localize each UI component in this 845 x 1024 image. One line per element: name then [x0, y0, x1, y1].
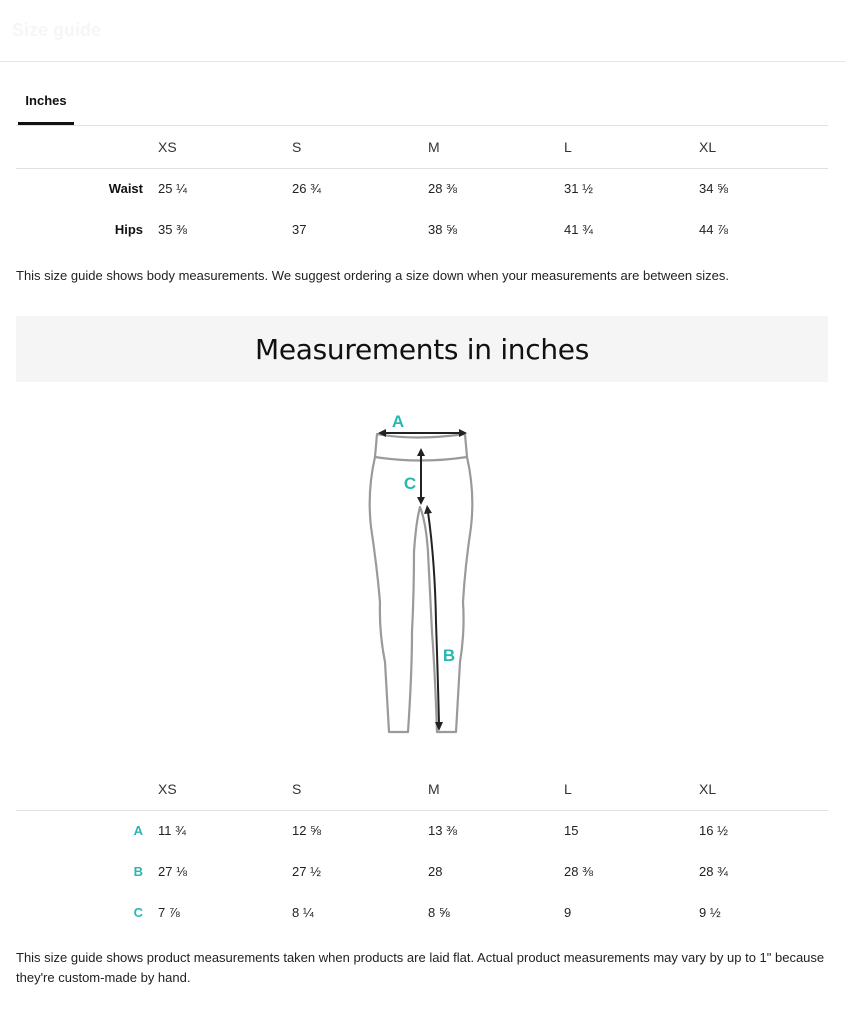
column-header: L [564, 126, 699, 168]
table-cell: 16 ½ [699, 823, 728, 839]
label-a: A [391, 412, 405, 431]
table-cell: 27 ⅛ [158, 864, 187, 879]
column-header: S [292, 768, 428, 810]
column-header: S [292, 126, 428, 168]
table-cell: 26 ¾ [292, 181, 321, 197]
row-label-c: C [133, 905, 143, 920]
product-measurements-table [16, 768, 828, 933]
table-cell: 28 ¾ [699, 864, 728, 879]
table-cell: 34 ⅝ [699, 181, 728, 197]
table-cell: 38 ⅝ [428, 222, 457, 237]
table-cell: 35 ⅜ [158, 222, 187, 237]
column-header: M [428, 768, 564, 810]
row-label-hips: Hips [114, 222, 143, 237]
table-row [16, 168, 828, 209]
table-cell: 28 ⅜ [428, 181, 457, 197]
table-cell: 25 ¼ [158, 181, 187, 197]
table-cell: 44 ⅞ [699, 222, 728, 237]
table-header-row [16, 768, 828, 810]
tab-inches[interactable]: Inches [18, 88, 74, 125]
table-cell: 13 ⅜ [428, 823, 457, 839]
measurements-banner [16, 316, 828, 382]
table-cell: 31 ½ [564, 181, 593, 197]
table-cell: 7 ⅞ [158, 905, 180, 920]
modal-title: Size guide [12, 20, 102, 40]
table-cell: 28 [428, 864, 443, 879]
table-row [16, 851, 828, 892]
table-header-row [16, 126, 828, 168]
body-measurements-note: This size guide shows body measurements. We suggest ordering a size down when your measurements are between sizes. [16, 268, 729, 283]
table-cell: 27 ½ [292, 864, 321, 879]
table-cell: 9 [564, 905, 572, 920]
row-label-b: B [133, 864, 143, 879]
column-header: XS [158, 126, 292, 168]
body-measurements-table [16, 126, 828, 250]
label-b: B [442, 646, 456, 665]
measurement-c [417, 448, 425, 505]
label-c: C [403, 474, 417, 493]
column-header: XL [699, 126, 828, 168]
modal-header [0, 0, 845, 62]
leggings-diagram [355, 402, 495, 742]
table-cell: 41 ¾ [564, 222, 593, 237]
banner-title: Measurements in inches [254, 332, 590, 366]
table-row [16, 892, 828, 933]
table-cell: 12 ⅝ [292, 823, 321, 839]
table-row [16, 810, 828, 851]
unit-tabs [16, 88, 828, 126]
table-cell: 11 ¾ [158, 823, 186, 839]
header-empty-cell [16, 126, 158, 168]
row-label-a: A [133, 823, 143, 839]
table-cell: 8 ⅝ [428, 905, 450, 920]
row-label-waist: Waist [108, 181, 143, 197]
product-measurements-note: This size guide shows product measurements taken when products are laid flat. Actual product measurements may vary by up to 1" because they're custom-made by hand. [16, 950, 825, 985]
column-header: M [428, 126, 564, 168]
column-header: L [564, 768, 699, 810]
table-cell: 15 [564, 823, 579, 839]
table-cell: 37 [292, 222, 307, 237]
header-empty-cell [16, 768, 158, 810]
column-header: XS [158, 768, 292, 810]
table-cell: 8 ¼ [292, 905, 314, 920]
table-row [16, 209, 828, 250]
table-cell: 9 ½ [699, 905, 721, 920]
table-cell: 28 ⅜ [564, 864, 593, 879]
column-header: XL [699, 768, 828, 810]
